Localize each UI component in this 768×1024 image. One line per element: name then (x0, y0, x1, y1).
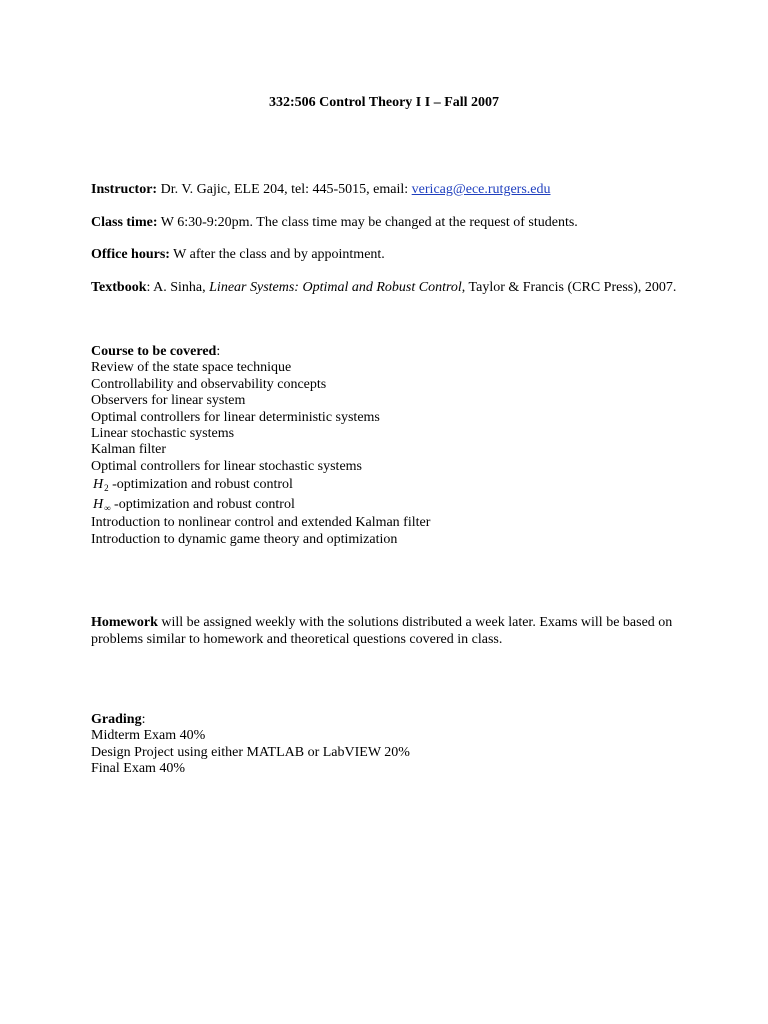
hinf-text: -optimization and robust control (110, 497, 295, 513)
homework-text: will be assigned weekly with the solutions distributed a week later. Exams will be based on problems similar to homework and theoretical questions covered in class. (91, 615, 673, 647)
class-time-text: W 6:30-9:20pm. The class time may be changed at the request of students. (157, 215, 578, 230)
textbook-post: , Taylor & Francis (CRC Press), 2007. (461, 280, 677, 295)
textbook-pre: : A. Sinha, (146, 280, 210, 295)
grading-colon: : (141, 712, 146, 727)
textbook-title: Linear Systems: Optimal and Robust Control (209, 280, 462, 295)
course-colon: : (216, 344, 221, 359)
list-item: Observers for linear system (91, 393, 246, 409)
course-topics (91, 344, 691, 548)
list-item: Kalman filter (91, 442, 167, 458)
course-heading (91, 344, 691, 360)
list-item: Linear stochastic systems (91, 425, 235, 441)
list-item: Controllability and observability concepts (91, 376, 327, 392)
grading-section (91, 712, 691, 778)
list-item: Introduction to dynamic game theory and optimization (91, 531, 398, 547)
list-item: Optimal controllers for linear deterministic systems (91, 409, 380, 425)
list-item: Final Exam 40% (91, 761, 186, 777)
office-hours-label: Office hours: (91, 247, 170, 262)
list-item: Design Project using either MATLAB or LabVIEW 20% (91, 744, 410, 760)
course-label: Course to be covered (91, 344, 217, 359)
list-item: Review of the state space technique (91, 360, 292, 376)
class-time-label: Class time: (91, 215, 158, 230)
list-item-hinf (91, 495, 691, 515)
homework-paragraph (91, 614, 681, 648)
grading-label: Grading (91, 712, 142, 727)
hinf-symbol: H (93, 497, 104, 513)
instructor-text: Dr. V. Gajic, ELE 204, tel: 445-5015, email: (157, 182, 412, 197)
office-hours-text: W after the class and by appointment. (169, 247, 385, 262)
h2-text: -optimization and robust control (108, 477, 293, 493)
list-item: Optimal controllers for linear stochastic systems (91, 458, 362, 474)
list-item: Midterm Exam 40% (91, 728, 206, 744)
list-item: Introduction to nonlinear control and extended Kalman filter (91, 515, 431, 531)
class-time-line (91, 214, 681, 231)
list-item-h2 (91, 475, 691, 495)
homework-label: Homework (91, 615, 158, 630)
textbook-label: Textbook (91, 280, 147, 295)
hinf-subscript: ∞ (104, 503, 111, 514)
h2-subscript: 2 (104, 483, 109, 494)
course-title: 332:506 Control Theory I I – Fall 2007 (268, 95, 500, 110)
h2-symbol: H (93, 477, 104, 493)
instructor-email-link[interactable]: vericag@ece.rutgers.edu (411, 182, 551, 197)
grading-heading (91, 712, 691, 728)
textbook-line (91, 279, 681, 296)
instructor-line (91, 181, 681, 198)
office-hours-line (91, 246, 681, 263)
instructor-label: Instructor: (91, 182, 158, 197)
